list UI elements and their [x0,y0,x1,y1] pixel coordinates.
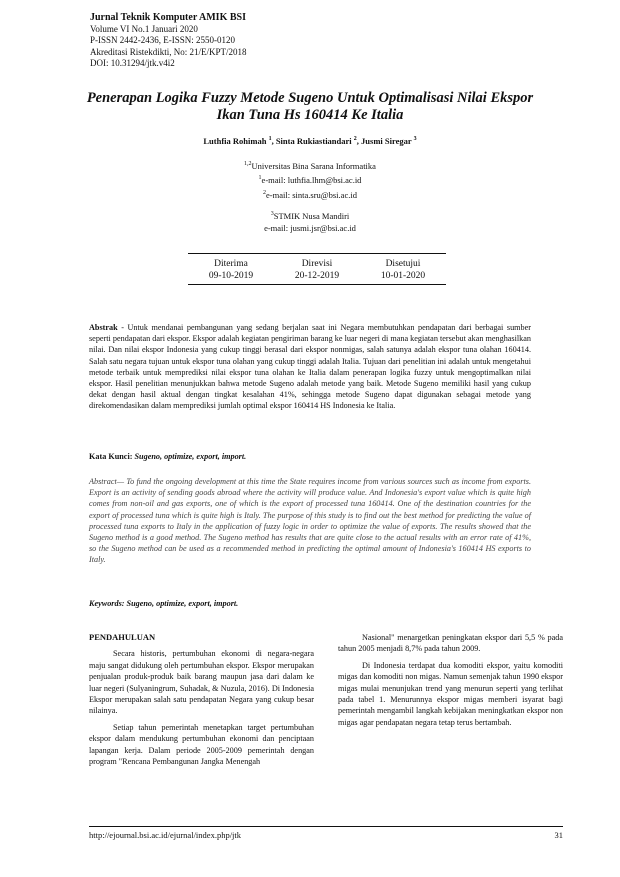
keywords: Keywords: Sugeno, optimize, export, import. [89,599,239,608]
author-sup: 1 [268,136,272,143]
author-email: e-mail: jusmi.jsr@bsi.ac.id [264,223,356,234]
date-accepted [381,258,425,282]
date-revised [295,258,339,282]
section-heading: PENDAHULUAN [89,632,156,642]
date-value: 20-12-2019 [294,271,340,281]
body-column-left [89,632,314,772]
kata-kunci-label: Kata Kunci: [89,452,135,461]
body-paragraph: Secara historis, pertumbuhan ekonomi di negara-negara maju sangat didukung oleh pertumbuhan ekspor. Ekspor merupakan penjualan produk-produk baik barang maupun jasa dari dalam ke luar negeri (Sulyaningrum, Suhadak, & Nuzula, 2016). Di Indonesia Ekspor merupakan salah satu pendapatan Negara yang cukup besar nilainya. [89,649,314,716]
date-value: 09-10-2019 [208,271,254,281]
affiliation-name: STMIK Nusa Mandiri [273,210,350,221]
date-label: Diterima [214,259,248,269]
page-footer [89,826,563,840]
author-list: Luthfia Rohimah $^1$, Sinta Rukiastiandari $^2$, Jusmi Siregar $^3$ [203,136,417,146]
author-email: e-mail: sinta.sru@bsi.ac.id [266,189,357,200]
journal-volume: Volume VI No.1 Januari 2020 [90,23,198,34]
kata-kunci [89,452,531,461]
author-sup: 3 [413,136,417,143]
abstract-text: To fund the ongoing development at this time the State requires income from various sources such as income from exports. Export is an activity of sending goods abroad where the activity will produce value. And Indonesia's export value which is quite high comes from non-oil and gas exports, one of which is the export of processed tuna 160414. One of the destination countries for the export of processed tuna which is quite high is Italy. The purpose of this study is to find out the best method for predicting the value of processed tuna exports to Italy in the application of fuzzy logic in order to optimize the value of exports. The results showed that the Sugeno method is a good method. The Sugeno method has results that are quite close to the actual results with an error rate of 41%, so the Sugeno method can be used as a recommended method in predicting the optimal amount of Indonesia's 160414 HS exports to Italy. [89,477,531,565]
author-name: Luthfia Rohimah [203,136,267,146]
journal-doi: DOI: 10.31294/jtk.v4i2 [90,58,175,68]
body-paragraph: Nasional" menargetkan peningkatan ekspor dari 5,5 % pada tahun 2005 menjadi 8,7% pada tahun 2009. [338,633,563,654]
submission-dates [188,253,446,285]
date-label: Direvisi [301,259,333,269]
page-number: 31 [554,830,563,840]
date-value: 10-01-2020 [380,271,426,281]
affiliation-block-1 [120,158,500,201]
abstract-english [89,476,531,566]
affil-sup: 1 [258,175,262,182]
journal-akreditasi: Akreditasi Ristekdikti, No: 21/E/KPT/2018 [90,46,247,57]
journal-name: Jurnal Teknik Komputer AMIK BSI [90,12,246,23]
body-column-right [338,632,563,733]
paper-title: Penerapan Logika Fuzzy Metode Sugeno Untuk Optimalisasi Nilai Ekspor Ikan Tuna Hs 160414 Ke Italia [86,90,534,123]
date-received [209,258,253,282]
journal-issn: P-ISSN 2442-2436, E-ISSN: 2550-0120 [90,35,236,45]
body-paragraph: Di Indonesia terdapat dua komoditi ekspor, yaitu komoditi migas dan komoditi non migas. Namun semenjak tahun 1990 ekspor migas mulai menunjukan trend yang menurun seperti yang terlihat pada tabel 1. Menurunnya ekspor migas memberi isyarat bagi pemerintah mengambil langkah kebijakan meningkatkan ekspor non migas agar pendapatan negara tetap terus bertambah. [338,660,563,727]
abstrak-text: - Untuk mendanai pembangunan yang sedang berjalan saat ini Negara membutuhkan pendapatan dari berbagai sumber seperti pendapatan dari ekspor. Ekspor adalah kegiatan pengiriman barang ke luar negeri di mana kegiatan tersebut akan menghasilkan nilai. Dan nilai ekspor Indonesia yang cukup tinggi berasal dari ekspor nonmigas, salah satunya adalah ekspor tuna olahan 160414. Salah satu negara tujuan untuk ekspor tuna olahan yang cukup tinggi adalah Italia. Tujuan dari penelitian ini adalah untuk mengetahui metode terbaik untuk memprediksi nilai ekspor tuna olahan ke Italia dalam penerapan logika fuzzy untuk mengoptimalkan nilai ekspor. Hasil penelitian menunjukkan bahwa metode Sugeno adalah metode yang baik. Metode Sugeno memiliki hasil yang cukup dekat dengan hasil aktual dengan tingkat kesalahan 41%, sehingga metode Sugeno dapat digunakan sebagai metode yang direkomendasikan dalam memprediksi jumlah optimal ekspor 160414 HS Indonesia ke Italia. [89,323,531,411]
affiliation-name: Universitas Bina Sarana Informatika [251,160,376,171]
affiliation-block-2 [120,208,500,235]
kata-kunci-text: Sugeno, optimize, export, import. [134,452,247,461]
author-sup: 2 [353,136,357,143]
footer-url[interactable]: http://ejournal.bsi.ac.id/ejurnal/index.php/jtk [89,830,242,840]
date-label: Disetujui [385,259,421,269]
affil-sup: 1,2 [244,161,252,167]
body-paragraph: Setiap tahun pemerintah menetapkan target pertumbuhan ekspor dalam mendukung pertumbuhan ekonomi dan penciptaan lapangan kerja. Dalam periode 2005-2009 pemerintah dengan program "Rencana Pembangunan Jangka Menengah [89,722,314,767]
affil-sup: 3 [270,211,274,217]
journal-header [90,12,247,70]
affil-sup: 2 [263,189,267,196]
author-name: Jusmi Siregar [361,136,412,146]
abstrak-label: Abstrak [89,323,118,332]
abstract-label: Abstract— [89,477,125,486]
abstrak-indonesian [89,322,531,412]
author-name: Sinta Rukiastiandari [275,136,352,146]
author-email: e-mail: luthfia.lhm@bsi.ac.id [261,175,362,186]
